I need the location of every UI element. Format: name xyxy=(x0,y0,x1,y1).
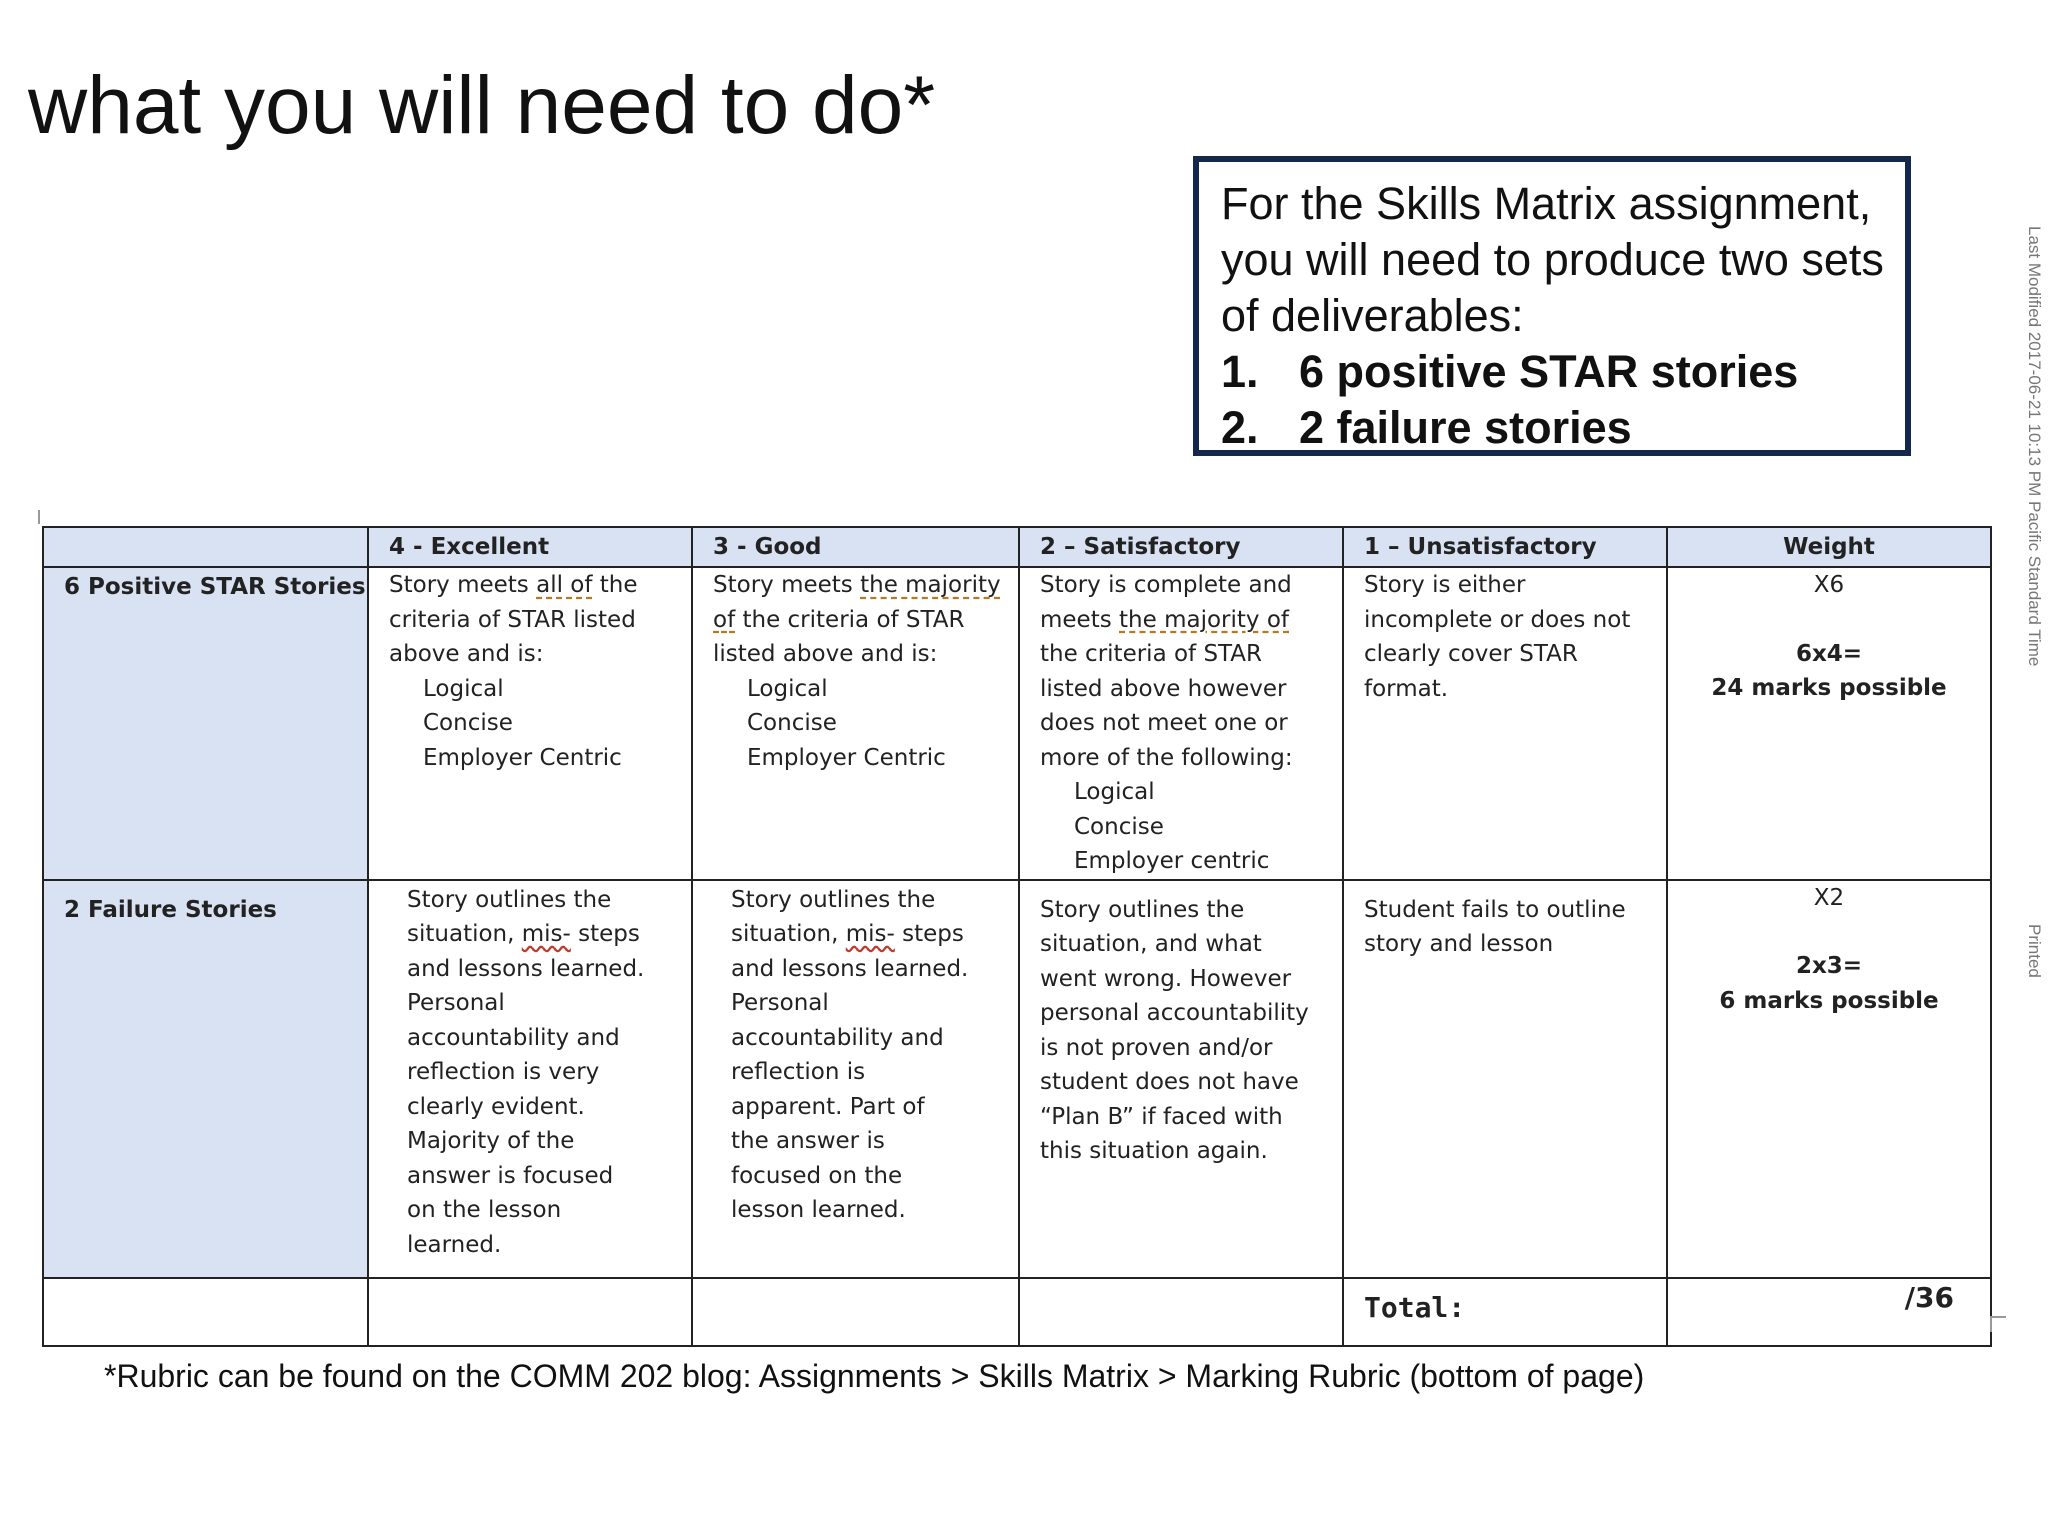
cell-positive-good xyxy=(692,567,1019,880)
grammar-flag: the majority xyxy=(860,572,1001,598)
cell-line: Personal xyxy=(407,990,505,1016)
cell-line: lesson learned. xyxy=(731,1197,906,1223)
cell-line: more of the following: xyxy=(1040,744,1293,771)
cell-line: Concise xyxy=(423,710,513,736)
cell-line: Story is complete and xyxy=(1040,572,1292,598)
grammar-flag: of xyxy=(713,606,736,633)
cell-line: on the lesson xyxy=(407,1197,562,1223)
cell-line: Employer Centric xyxy=(747,744,946,771)
cell-line: is not proven and/or xyxy=(1040,1034,1273,1061)
last-modified-stamp: Last Modified 2017-06-21 10:13 PM Pacific Standard Time xyxy=(2025,226,2044,667)
printed-stamp: Printed xyxy=(2025,924,2044,978)
cell-line xyxy=(731,917,1008,952)
header-criteria xyxy=(43,527,368,567)
weight-formula: 6x4= xyxy=(1795,640,1863,667)
rubric-footnote: *Rubric can be found on the COMM 202 blog: Assignments > Skills Matrix > Marking Rubric (bottom of page) xyxy=(104,1358,1645,1394)
cell-line xyxy=(1040,603,1332,638)
cell-failure-weight xyxy=(1667,880,1991,1278)
cell-line xyxy=(407,917,681,952)
cell-line: Story outlines the xyxy=(731,886,936,913)
crop-mark-top-left xyxy=(38,510,54,524)
cell-line: this situation again. xyxy=(1040,1138,1268,1164)
cell-line: incomplete or does not xyxy=(1364,606,1631,633)
total-empty-cell xyxy=(692,1278,1019,1346)
text-run: the xyxy=(592,572,638,598)
cell-line: student does not have xyxy=(1040,1069,1299,1095)
rubric-row-positive-stories xyxy=(43,567,1991,880)
spelling-flag: mis- xyxy=(521,921,571,947)
cell-line: Logical xyxy=(747,675,828,702)
cell-line: accountability and xyxy=(407,1024,620,1051)
cell-line: Personal xyxy=(731,990,829,1016)
cell-line: listed above however xyxy=(1040,675,1287,702)
weight-marks: 6 marks possible xyxy=(1719,987,1939,1014)
rubric-header-row xyxy=(43,527,1991,567)
crop-mark-bottom-right xyxy=(1990,1316,2006,1332)
deliverables-list xyxy=(1221,344,1885,456)
cell-line: Logical xyxy=(423,675,504,702)
cell-line: answer is focused xyxy=(407,1162,614,1189)
cell-failure-unsatisfactory xyxy=(1343,880,1667,1278)
header-excellent: 4 - Excellent xyxy=(368,527,692,567)
cell-positive-satisfactory xyxy=(1019,567,1343,880)
cell-line: the answer is xyxy=(731,1128,885,1154)
cell-line: Majority of the xyxy=(407,1128,575,1154)
cell-failure-good xyxy=(692,880,1019,1278)
spacer xyxy=(1678,915,1980,949)
text-run: meets xyxy=(1040,606,1120,633)
total-empty-cell xyxy=(368,1278,692,1346)
grammar-flag: all of xyxy=(536,572,593,598)
cell-line: focused on the xyxy=(731,1162,903,1189)
slide-title: what you will need to do* xyxy=(28,60,936,151)
header-good: 3 - Good xyxy=(692,527,1019,567)
cell-line: Story outlines the xyxy=(1040,896,1245,923)
cell-line xyxy=(389,568,681,603)
weight-multiplier: X2 xyxy=(1813,884,1845,911)
cell-line xyxy=(713,603,1008,638)
cell-line: Employer centric xyxy=(1074,848,1270,874)
cell-line: does not meet one or xyxy=(1040,710,1288,736)
header-unsatisfactory: 1 – Unsatisfactory xyxy=(1343,527,1667,567)
deliverable-text: 6 positive STAR stories xyxy=(1299,346,1799,397)
cell-line: went wrong. However xyxy=(1040,965,1292,992)
cell-positive-unsatisfactory xyxy=(1343,567,1667,880)
weight-formula: 2x3= xyxy=(1795,953,1863,979)
text-run: steps xyxy=(894,921,964,947)
spacer xyxy=(1678,603,1980,637)
deliverable-number: 2. xyxy=(1221,402,1259,453)
cell-line: story and lesson xyxy=(1364,931,1554,957)
total-empty-cell xyxy=(1019,1278,1343,1346)
cell-line: Story outlines the xyxy=(407,886,612,913)
deliverable-item xyxy=(1221,400,1885,456)
weight-multiplier: X6 xyxy=(1813,572,1845,598)
cell-line: Student fails to outline xyxy=(1364,896,1626,923)
cell-line: the criteria of STAR xyxy=(1040,641,1263,667)
cell-line: above and is: xyxy=(389,641,544,667)
cell-line: clearly cover STAR xyxy=(1364,641,1578,667)
cell-positive-excellent xyxy=(368,567,692,880)
text-run: steps xyxy=(570,921,640,947)
text-run: Story meets xyxy=(389,572,537,598)
marking-rubric-table xyxy=(42,526,1992,1347)
row-label-failure: 2 Failure Stories xyxy=(43,880,368,1278)
cell-line: learned. xyxy=(407,1231,502,1258)
text-run: the criteria of STAR xyxy=(735,606,965,633)
cell-line: format. xyxy=(1364,675,1449,702)
cell-line: situation, and what xyxy=(1040,931,1262,957)
cell-line: “Plan B” if faced with xyxy=(1040,1103,1283,1130)
cell-line: Story is either xyxy=(1364,572,1526,598)
deliverables-box xyxy=(1193,156,1911,456)
header-satisfactory: 2 – Satisfactory xyxy=(1019,527,1343,567)
text-run: situation, xyxy=(407,921,522,947)
deliverable-number: 1. xyxy=(1221,346,1259,397)
weight-marks: 24 marks possible xyxy=(1711,675,1947,701)
text-run: Story meets xyxy=(713,572,861,598)
cell-line: listed above and is: xyxy=(713,641,938,667)
row-label-positive: 6 Positive STAR Stories xyxy=(43,567,368,880)
cell-failure-excellent xyxy=(368,880,692,1278)
cell-line xyxy=(713,568,1008,603)
spelling-flag: mis- xyxy=(845,921,895,947)
total-label: Total: xyxy=(1343,1278,1667,1346)
cell-line: Employer Centric xyxy=(423,744,622,771)
deliverable-item xyxy=(1221,344,1885,400)
cell-line: Logical xyxy=(1074,779,1155,805)
cell-line: accountability and xyxy=(731,1024,944,1051)
rubric-total-row xyxy=(43,1278,1991,1346)
rubric-row-failure-stories xyxy=(43,880,1991,1278)
cell-line: Concise xyxy=(747,710,837,736)
cell-line: Concise xyxy=(1074,813,1164,840)
cell-line: personal accountability xyxy=(1040,1000,1309,1026)
total-value: /36 xyxy=(1667,1278,1991,1346)
total-empty-cell xyxy=(43,1278,368,1346)
grammar-flag: the majority of xyxy=(1119,606,1290,633)
cell-line: and lessons learned. xyxy=(407,955,645,982)
cell-positive-weight xyxy=(1667,567,1991,880)
deliverable-text: 2 failure stories xyxy=(1299,402,1632,453)
cell-line: apparent. Part of xyxy=(731,1093,925,1120)
cell-line: clearly evident. xyxy=(407,1093,585,1120)
cell-line: criteria of STAR listed xyxy=(389,606,636,633)
deliverables-intro: For the Skills Matrix assignment, you will need to produce two sets of deliverables: xyxy=(1221,178,1884,341)
header-weight: Weight xyxy=(1667,527,1991,567)
cell-line: reflection is xyxy=(731,1059,866,1085)
cell-failure-satisfactory xyxy=(1019,880,1343,1278)
cell-line: and lessons learned. xyxy=(731,955,969,982)
cell-line: reflection is very xyxy=(407,1059,600,1085)
text-run: situation, xyxy=(731,921,846,947)
